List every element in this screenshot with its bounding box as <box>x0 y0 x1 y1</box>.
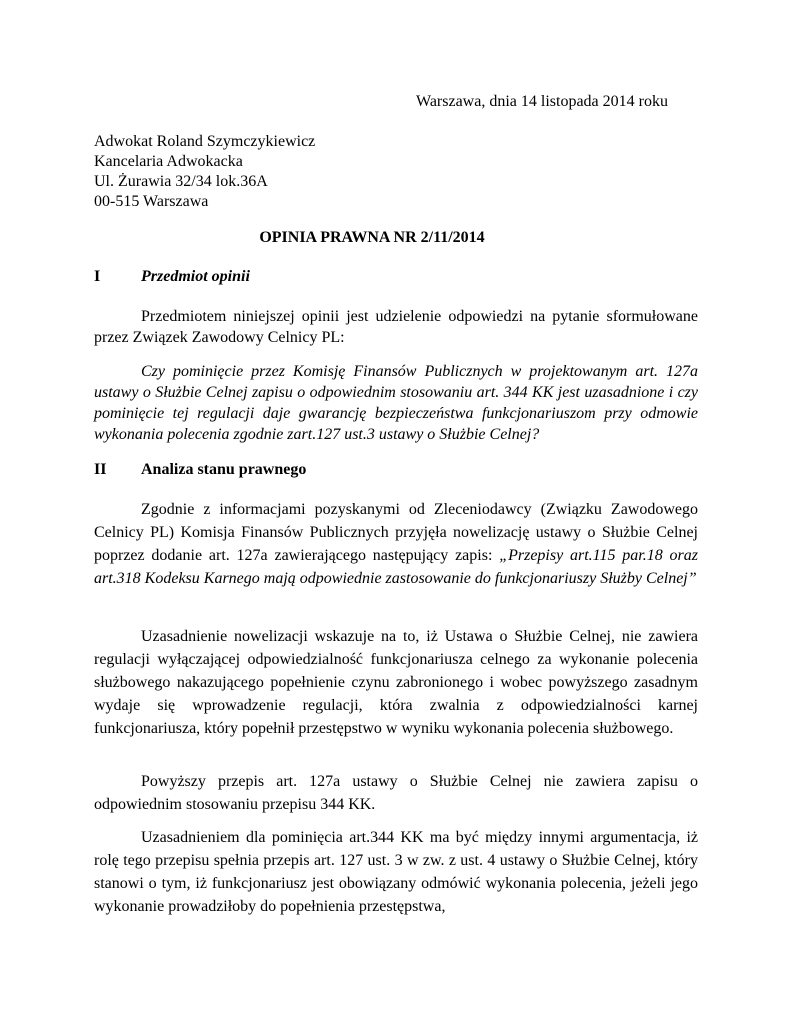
paragraph-1-lead: Zgodnie z informacjami pozyskanymi od Zleceniodawcy (Związku Zawodowego Celnicy PL) Komisja Finansów Publicznych przyjęła nowelizację ustawy o Służbie Celnej poprzez dodanie art. 127a zawierającego następujący zapis: <box>94 501 698 564</box>
section-2-title: Analiza stanu prawnego <box>141 461 307 478</box>
section-2-paragraph-4: Uzasadnieniem dla pominięcia art.344 KK ma być między innymi argumentacja, iż rolę tego przepisu spełnia przepis art. 127 ust. 3 w zw. z ust. 4 ustawy o Służbie Celnej, który stanowi o tym, iż funkcjonariusz jest obowiązany odmówić wykonania polecenia, jeżeli jego wykonanie prowadziłoby do popełnienia przestępstwa, <box>94 829 698 915</box>
section-1-question: Czy pominięcie przez Komisję Finansów Publicznych w projektowanym art. 127a ustawy o Służbie Celnej zapisu o odpowiednim stosowaniu art. 344 KK jest uzasadnione i czy pominięcie tej regulacji daje gwarancję bezpieczeństwa funkcjonariuszom przy odmowie wykonania polecenia zgodnie zart.127 ust.3 ustawy o Służbie Celnej? <box>94 363 698 443</box>
section-1-title: Przedmiot opinii <box>141 268 250 285</box>
address-line-office: Kancelaria Adwokacka <box>94 153 243 170</box>
address-line-city: 00-515 Warszawa <box>94 193 209 210</box>
section-2-paragraph-2: Uzasadnienie nowelizacji wskazuje na to, iż Ustawa o Służbie Celnej, nie zawiera regulacji wyłączającej odpowiedzialność funkcjonariusza celnego za wykonanie polecenia służbowego nakazującego popełnienie czynu zabronionego i wobec powyższego zasadnym wydaje się wprowadzenie regulacji, która zwalnia z odpowiedzialności karnej funkcjonariusza, który popełnił przestępstwo w wyniku wykonania polecenia służbowego. <box>94 628 698 737</box>
section-2-paragraph-1 <box>94 498 698 590</box>
address-line-name: Adwokat Roland Szymczykiewicz <box>94 133 316 150</box>
address-block <box>94 132 315 212</box>
section-1-number: I <box>94 268 101 285</box>
document-title: OPINIA PRAWNA NR 2/11/2014 <box>259 229 485 246</box>
section-1-paragraph: Przedmiotem niniejszej opinii jest udzielenie odpowiedzi na pytanie sformułowane przez Związek Zawodowy Celnicy PL: <box>94 308 698 346</box>
section-2-number: II <box>94 461 107 478</box>
paragraph-1-quote: „Przepisy art.115 par.18 oraz art.318 Kodeksu Karnego mają odpowiednie zastosowanie do funkcjonariuszy Służby Celnej” <box>94 547 698 587</box>
address-line-street: Ul. Żurawia 32/34 lok.36A <box>94 173 268 190</box>
section-2-paragraph-3: Powyższy przepis art. 127a ustawy o Służbie Celnej nie zawiera zapisu o odpowiednim stosowaniu przepisu 344 KK. <box>94 773 698 813</box>
date-line: Warszawa, dnia 14 listopada 2014 roku <box>416 93 668 110</box>
